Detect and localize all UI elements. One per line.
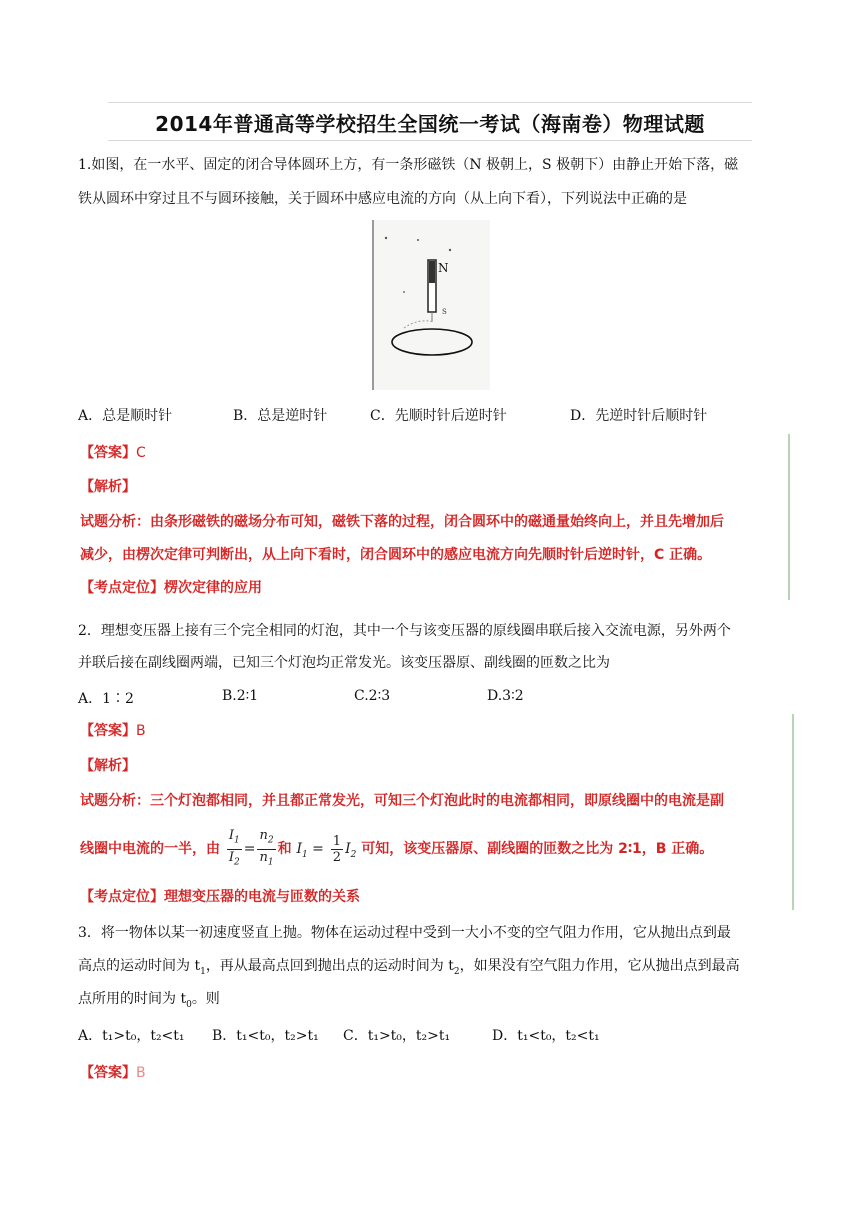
closed-ring [392, 329, 472, 355]
answer-value: C [136, 445, 146, 461]
q3-option-b: B．t₁<t₀，t₂>t₁ [212, 1028, 319, 1044]
q3-answer [80, 1062, 146, 1082]
q3-option-a: A．t₁>t₀，t₂<t₁ [78, 1028, 185, 1044]
q2-option-d: D.3∶2 [487, 688, 524, 704]
analysis-text-b: 可知，该变压器原、副线圈的匝数之比为 2∶1，B 正确。 [361, 841, 714, 858]
q1-option-b: B．总是逆时针 [233, 408, 328, 424]
q2-answer-panel [74, 714, 794, 910]
and-text: 和 [277, 841, 292, 858]
q2-analysis-label: 【解析】 [80, 758, 136, 774]
label-s: S [442, 308, 447, 316]
key-point-label: 【考点定位】 [80, 580, 164, 596]
key-point-text: 理想变压器的电流与匝数的关系 [164, 889, 360, 905]
q1-analysis-line1: 试题分析：由条形磁铁的磁场分布可知，磁铁下落的过程，闭合圆环中的磁通量始终向上，并且先增加后 [80, 514, 724, 530]
magnet-ring-figure [372, 220, 490, 390]
fraction-one-half: $\frac{1}{2}$ [332, 833, 342, 865]
q2-option-a: A．1∶2 [78, 691, 134, 707]
magnet-n-pole [429, 261, 435, 283]
q2-text-line2: 并联后接在副线圈两端，已知三个灯泡均正常发光。该变压器原、副线圈的匝数之比为 [78, 655, 610, 671]
analysis-text-a: 线圈中电流的一半，由 [80, 841, 220, 858]
key-point-label: 【考点定位】 [80, 889, 164, 905]
q1-answer [80, 442, 146, 462]
q3-text-line1: 3．将一物体以某一初速度竖直上抛。物体在运动过程中受到一大小不变的空气阻力作用，它从抛出点到最 [78, 925, 731, 941]
answer-label: 【答案】 [80, 1065, 136, 1081]
q1-key-point [80, 577, 262, 597]
q1-text-line1: 1.如图，在一水平、固定的闭合导体圆环上方，有一条形磁铁（N 极朝上，S 极朝下）由静止开始下落，磁 [78, 157, 739, 173]
q3-option-c: C．t₁>t₀，t₂>t₁ [343, 1028, 451, 1044]
q1-text-line2: 铁从圆环中穿过且不与圆环接触，关于圆环中感应电流的方向（从上向下看），下列说法中正确的是 [78, 191, 687, 207]
q2-option-b: B.2∶1 [222, 688, 259, 704]
label-n: N [438, 261, 449, 275]
fraction-n2-over-n1: $\frac{n_2}{n_1}$ [259, 828, 274, 868]
title-top-rule [108, 102, 752, 103]
q2-text-line1: 2．理想变压器上接有三个完全相同的灯泡，其中一个与该变压器的原线圈串联后接入交流电源，另外两个 [78, 623, 731, 639]
title-bottom-rule [108, 140, 752, 141]
fraction-i1-over-i2: $\frac{I_1}{I_2}$ [228, 828, 240, 868]
q3-text-line3: 点所用的时间为 $t_0$。则 [78, 991, 220, 1010]
q1-option-a: A．总是顺时针 [78, 408, 173, 424]
answer-value: B [136, 1065, 146, 1081]
q3-option-d: D．t₁<t₀，t₂<t₁ [492, 1028, 600, 1044]
answer-value: B [136, 723, 146, 739]
q1-option-c: C．先顺时针后逆时针 [370, 408, 507, 424]
q1-option-d: D．先逆时针后顺时针 [570, 408, 708, 424]
q2-answer [80, 720, 146, 740]
magnet-ring-diagram [374, 220, 490, 390]
q2-option-c: C.2∶3 [354, 688, 391, 704]
q1-analysis-label: 【解析】 [80, 479, 136, 495]
answer-label: 【答案】 [80, 723, 136, 739]
page-title: 2014年普通高等学校招生全国统一考试（海南卷）物理试题 [155, 112, 705, 136]
q2-key-point [80, 886, 360, 906]
q1-analysis-line2: 减少，由楞次定律可判断出，从上向下看时，闭合圆环中的感应电流方向先顺时针后逆时针，C 正确。 [80, 547, 712, 563]
q2-analysis-line1: 试题分析：三个灯泡都相同，并且都正常发光，可知三个灯泡此时的电流都相同，即原线圈中的电流是副 [80, 793, 724, 809]
answer-label: 【答案】 [80, 445, 136, 461]
key-point-text: 楞次定律的应用 [164, 580, 262, 596]
q3-text-line2: 高点的运动时间为 $t_1$，再从最高点回到抛出点的运动时间为 $t_2$，如果没有空气阻力作用，它从抛出点到最高 [78, 958, 740, 977]
q2-analysis-line2: 线圈中电流的一半，由 $\frac{I_1}{I_2}$ = $\frac{n_2}{n_1}$ 和 $I_1$ = $\frac{1}{2}$ $I_2$ 可知，该变压器原、副线圈的匝数之比为 2∶1，B 正确。 [80, 828, 713, 870]
